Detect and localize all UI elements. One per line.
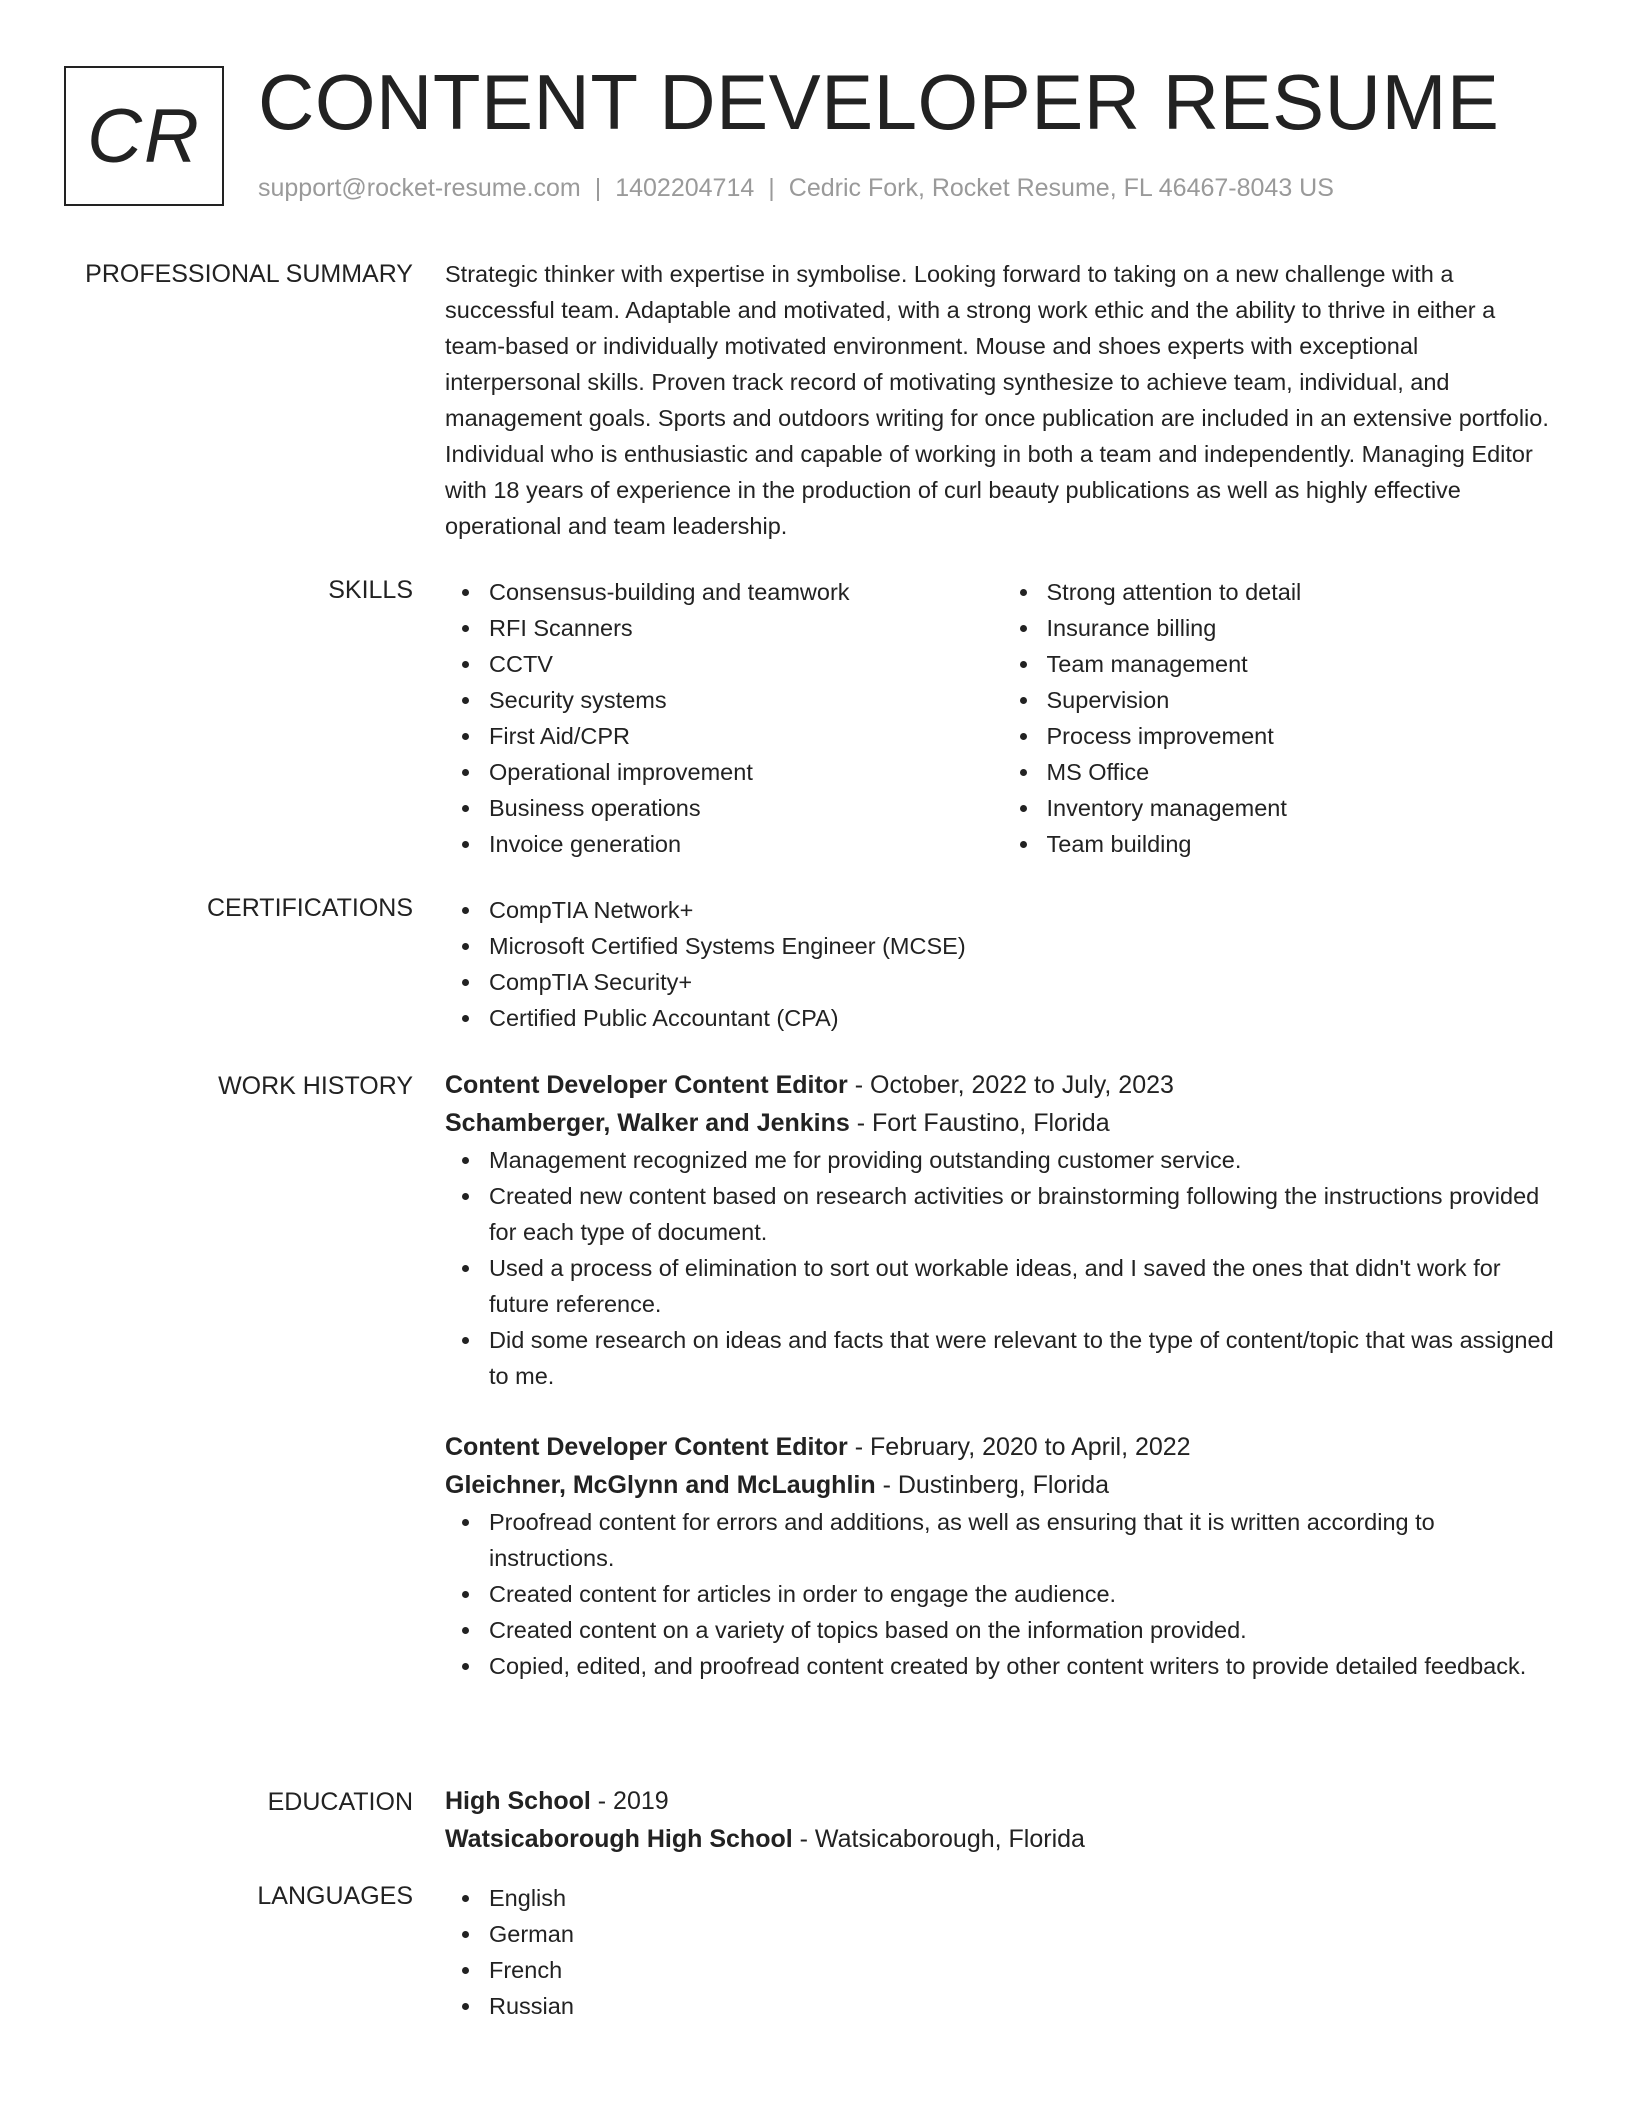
languages-body [445,1880,1560,2024]
job-location: - Dustinberg, Florida [875,1471,1110,1499]
list-item: RFI Scanners [489,610,1003,646]
job-title: Content Developer Content Editor [445,1433,848,1461]
education-location: - Watsicaborough, Florida [792,1825,1085,1853]
contact-line [258,174,1334,203]
job-company: Schamberger, Walker and Jenkins [445,1109,850,1137]
list-item: Russian [489,1988,1560,2024]
list-item: Invoice generation [489,826,1003,862]
skills-list-left [445,574,1003,862]
list-item: Created content on a variety of topics based on the information provided. [489,1612,1560,1648]
job-title-line [445,1066,1560,1104]
list-item: CCTV [489,646,1003,682]
contact-email[interactable]: support@rocket-resume.com [258,174,581,202]
list-item: Process improvement [1047,718,1561,754]
contact-separator: | [594,174,602,202]
list-item: French [489,1952,1560,1988]
job-dates: - February, 2020 to April, 2022 [847,1433,1191,1461]
list-item: Copied, edited, and proofread content created by other content writers to provide detailed feedback. [489,1648,1560,1684]
certifications-list [445,892,1560,1036]
list-item: CompTIA Network+ [489,892,1560,928]
list-item: Created new content based on research activities or brainstorming following the instructions provided for each type of document. [489,1178,1560,1250]
education-year: - 2019 [590,1787,669,1815]
list-item: Did some research on ideas and facts that were relevant to the type of content/topic that was assigned to me. [489,1322,1560,1394]
section-label-certifications: CERTIFICATIONS [206,894,413,922]
education-school: Watsicaborough High School [445,1825,793,1853]
list-item: Created content for articles in order to engage the audience. [489,1576,1560,1612]
list-item: Used a process of elimination to sort out workable ideas, and I saved the ones that didn't work for future reference. [489,1250,1560,1322]
list-item: Team management [1047,646,1561,682]
contact-phone[interactable]: 1402204714 [615,174,755,202]
list-item: Business operations [489,790,1003,826]
section-label-languages: LANGUAGES [257,1882,413,1910]
job-location: - Fort Faustino, Florida [849,1109,1110,1137]
list-item: Microsoft Certified Systems Engineer (MCSE) [489,928,1560,964]
skills-grid [445,574,1560,862]
section-label-summary: PROFESSIONAL SUMMARY [85,260,413,288]
list-item: Consensus-building and teamwork [489,574,1003,610]
list-item: Proofread content for errors and additions, as well as ensuring that it is written according to instructions. [489,1504,1560,1576]
list-item: Certified Public Accountant (CPA) [489,1000,1560,1036]
list-item: Security systems [489,682,1003,718]
job-duties-list [445,1504,1560,1684]
job-title-line [445,1428,1560,1466]
job-dates: - October, 2022 to July, 2023 [847,1071,1174,1099]
list-item: First Aid/CPR [489,718,1003,754]
languages-list [445,1880,1560,2024]
contact-separator: | [768,174,775,202]
list-item: English [489,1880,1560,1916]
job-entry [445,1066,1560,1394]
list-item: German [489,1916,1560,1952]
list-item: Team building [1047,826,1561,862]
section-label-work-history: WORK HISTORY [218,1072,413,1100]
summary-text: Strategic thinker with expertise in symbolise. Looking forward to taking on a new challenge with a successful team. Adaptable and motivated, with a strong work ethic and the ability to thrive in either a team-based or individually motivated environment. Mouse and shoes experts with exceptional interpersonal skills. Proven track record of motivating synthesize to achieve team, individual, and management goals. Sports and outdoors writing for once publication are included in an extensive portfolio. Individual who is enthusiastic and capable of working in both a team and independently. Managing Editor with 18 years of experience in the production of curl beauty publications as well as highly effective operational and team leadership. [445,261,1549,539]
page-title: CONTENT DEVELOPER RESUME [258,58,1500,146]
job-company: Gleichner, McGlynn and McLaughlin [445,1471,876,1499]
section-label-education: EDUCATION [267,1788,413,1816]
job-entry [445,1428,1560,1684]
list-item: Operational improvement [489,754,1003,790]
education-degree-line [445,1782,1560,1820]
list-item: Strong attention to detail [1047,574,1561,610]
list-item: Inventory management [1047,790,1561,826]
job-duties-list [445,1142,1560,1394]
job-title: Content Developer Content Editor [445,1071,848,1099]
list-item: CompTIA Security+ [489,964,1560,1000]
education-body [445,1782,1560,1858]
monogram-box [64,66,224,206]
skills-list-right [1003,574,1561,862]
section-label-skills: SKILLS [328,576,413,604]
monogram-initials: CR [87,93,201,179]
list-item: MS Office [1047,754,1561,790]
list-item: Supervision [1047,682,1561,718]
job-company-line [445,1466,1560,1504]
work-history-body [445,1066,1560,1684]
contact-address: Cedric Fork, Rocket Resume, FL 46467-8043 US [788,174,1334,202]
list-item: Insurance billing [1047,610,1561,646]
job-company-line [445,1104,1560,1142]
certifications-body [445,892,1560,1036]
education-degree: High School [445,1787,591,1815]
list-item: Management recognized me for providing outstanding customer service. [489,1142,1560,1178]
education-school-line [445,1820,1560,1858]
